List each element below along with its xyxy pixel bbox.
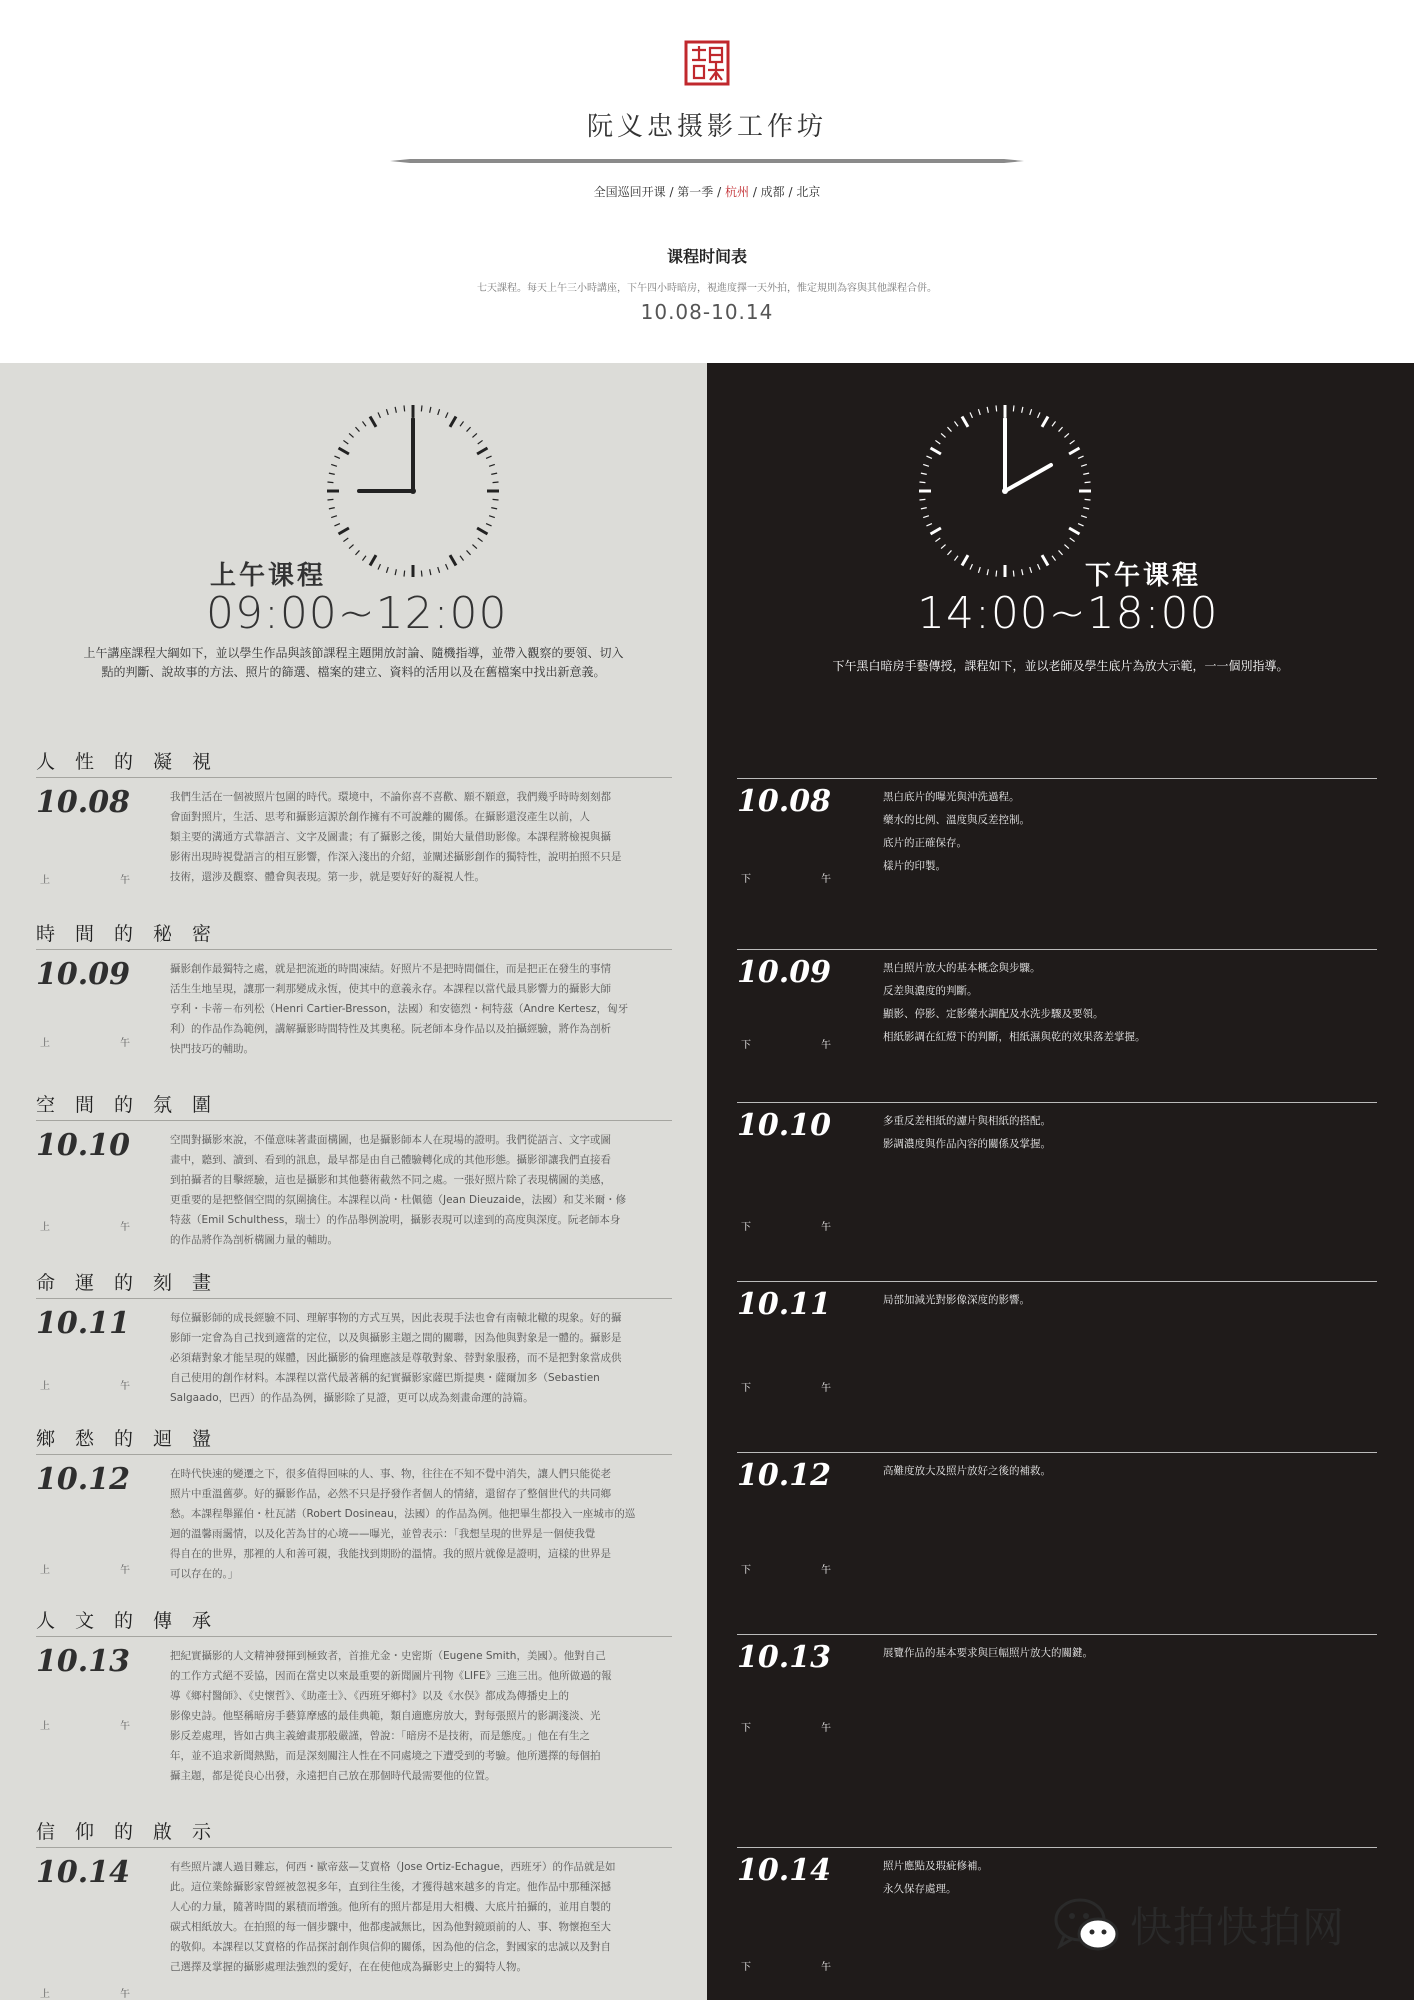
session-date: 10.08 [737,784,831,819]
session-body-line: 會面對照片，生活、思考和攝影這源於創作擁有不可說離的關係。在攝影還沒產生以前，人 [170,811,590,823]
session-body-line: 年，並不追求新聞熱點，而是深刻關注人性在不同處境之下遭受到的考驗。他所選擇的每個拍 [170,1750,601,1762]
session-period [741,1379,831,1394]
session-date: 10.13 [36,1644,130,1679]
session-body-line: 顯影、停影、定影藥水調配及水洗步驟及要領。 [883,1008,1104,1020]
session-period [40,1985,130,2000]
session-body-line: 樣片的印製。 [883,860,946,872]
session-divider [737,949,1377,950]
session-body-line: 展覽作品的基本要求與巨幅照片放大的關鍵。 [883,1647,1093,1659]
session-title: 鄉愁的迴盪 [36,1428,232,1450]
watermark-text: 快拍快拍网 [1130,1903,1346,1952]
morning-title: 上午课程 [210,561,327,591]
session-period [741,1561,831,1576]
session-title: 人性的凝視 [36,751,232,773]
session-divider [737,1634,1377,1635]
session-body-line: 每位攝影師的成長經驗不同、理解事物的方式互異，因此表現手法也會有南轅北轍的現象。好的攝 [170,1312,622,1324]
session-title: 空間的氛圍 [36,1094,232,1116]
period-char: 午 [120,1565,130,1576]
session-body-line: 更重要的是把整個空間的氛圍擒住。本課程以尚・杜佩德（Jean Dieuzaide，法國）和艾米爾・修 [170,1194,627,1206]
session-body-line: 影師一定會為自己找到適當的定位，以及與攝影主題之間的關聯，因為他與對象是一體的。攝影是 [170,1332,622,1344]
session-divider [737,1281,1377,1282]
period-char: 午 [120,1222,130,1233]
period-char: 午 [821,1723,831,1734]
session-body-line: 影術出現時視覺語言的相互影響，作深入淺出的介紹，並闡述攝影創作的獨特性，說明拍照不只是 [170,851,622,863]
session-date: 10.13 [737,1640,831,1675]
session-body [883,1289,1373,1312]
session-title: 人文的傳承 [36,1610,232,1632]
session-body-line: 此。這位業餘攝影家曾經被忽視多年，直到往生後，才獲得越來越多的肯定。他作品中那種深撼 [170,1881,611,1893]
session-body-line: 高難度放大及照片放好之後的補救。 [883,1465,1051,1477]
session-body-line: 特茲（Emil Schulthess，瑞士）的作品舉例說明，攝影表現可以達到的高度與深度。阮老師本身 [170,1214,621,1226]
session-body-line: 的作品將作為剖析構圖力量的輔助。 [170,1234,338,1246]
session-divider [36,1298,672,1299]
session-period [741,870,831,885]
morning-panel [0,363,707,2000]
session-body-line: 空間對攝影來說，不僅意味著畫面構圖，也是攝影師本人在現場的證明。我們從語言、文字或圖 [170,1134,611,1146]
clock-two-icon [917,403,1093,579]
wechat-icon [1052,1894,1122,1956]
session-divider [737,1452,1377,1453]
period-char: 上 [40,1038,50,1049]
session-date: 10.10 [737,1108,831,1143]
period-char: 午 [821,1222,831,1233]
clock-nine-icon [325,403,501,579]
session-date: 10.12 [36,1462,130,1497]
session-period [40,1218,130,1233]
session-period [741,1958,831,1973]
period-char: 下 [741,1565,751,1576]
period-char: 上 [40,1989,50,2000]
title-divider [390,156,1024,166]
session-body-line: 相紙影調在紅燈下的判斷，相紙濕與乾的效果落差掌握。 [883,1031,1146,1043]
period-char: 下 [741,1383,751,1394]
session-body-line: 的敬仰。本課程以艾賣格的作品探討創作與信仰的關係，因為他的信念，對國家的忠誠以及對自 [170,1941,611,1953]
period-char: 午 [821,1383,831,1394]
session-body-line: 底片的正確保存。 [883,837,967,849]
session-body-line: Salgaado，巴西）的作品為例，攝影除了見證，更可以成為刻畫命運的詩篇。 [170,1392,534,1404]
session-title: 命運的刻畫 [36,1272,232,1294]
session-body-line: 攝主題，都是從良心出發，永遠把自己放在那個時代最需要他的位置。 [170,1770,496,1782]
session-date: 10.10 [36,1128,130,1163]
session-divider [737,1847,1377,1848]
session-period [40,1377,130,1392]
session-body-line: 得自在的世界，那裡的人和善可親，我能找到期盼的溫情。我的照片就像是證明，這樣的世界是 [170,1548,611,1560]
period-char: 午 [120,1721,130,1732]
session-date: 10.12 [737,1458,831,1493]
session-body-line: 影像史詩。他堅稱暗房手藝算摩感的最佳典範，類自適應房放大，對每張照片的影調淺淡、光 [170,1710,601,1722]
afternoon-time: 14:00~18:00 [917,588,1219,639]
period-char: 午 [120,1989,130,2000]
session-body-line: 永久保存處理。 [883,1883,957,1895]
afternoon-title: 下午课程 [1085,561,1202,591]
session-body-line: 有些照片讓人過目難忘，何西・歐帝茲—艾賣格（Jose Ortiz-Echague，西班牙）的作品就是如 [170,1861,616,1873]
session-body-line: 把紀實攝影的人文精神發揮到極致者，首推尤金・史密斯（Eugene Smith，美國）。他對自己 [170,1650,606,1662]
period-char: 下 [741,1222,751,1233]
session-body-line: 活生生地呈現，讓那一剎那變成永恆，使其中的意義永存。本課程以當代最具影響力的攝影大師 [170,983,611,995]
session-body-line: 類主要的溝通方式靠語言、文字及圖畫；有了攝影之後，開始大量借助影像。本課程將檢視與攝 [170,831,611,843]
session-body [883,1642,1373,1665]
schedule-date-range: 10.08-10.14 [640,300,774,324]
session-period [40,1561,130,1576]
session-period [741,1719,831,1734]
period-char: 上 [40,875,50,886]
session-date: 10.11 [737,1287,831,1322]
session-body-line: 的工作方式絕不妥協，因而在當史以來最重要的新聞圖片刊物《LIFE》三進三出。他所做過的報 [170,1670,612,1682]
session-body-line: 技術，還涉及觀察、體會與表現。第一步，就是要好好的凝視人性。 [170,871,485,883]
period-char: 上 [40,1565,50,1576]
session-body-line: 亨利・卡蒂－布列松（Henri Cartier-Bresson，法國）和安德烈・柯特茲（Andre Kertesz，匈牙 [170,1003,629,1015]
session-body-line: 影調濃度與作品內容的關係及掌握。 [883,1138,1051,1150]
period-char: 午 [821,874,831,885]
period-char: 午 [120,1381,130,1392]
period-char: 下 [741,1040,751,1051]
session-body-line: 到拍攝者的目擊經驗，這也是攝影和其他藝術截然不同之處。一張好照片除了表現構圖的美感， [170,1174,611,1186]
header [0,0,1414,363]
session-body-line: 畫中，聽到、讀到、看到的訊息，最早都是由自己體驗轉化成的其他形態。攝影卻讓我們直接看 [170,1154,611,1166]
session-body-line: 局部加減光對影像深度的影響。 [883,1294,1030,1306]
session-body-line: 利）的作品作為範例，講解攝影時間特性及其奧秘。阮老師本身作品以及拍攝經驗，將作為剖析 [170,1023,611,1035]
session-body-line: 黑白底片的曝光與沖洗過程。 [883,791,1020,803]
session-divider [36,949,672,950]
session-period [40,1717,130,1732]
session-body [170,787,670,887]
watermark [1052,1890,1392,1960]
period-char: 下 [741,1723,751,1734]
city-highlight: 杭州 [724,185,749,199]
session-body [170,1130,670,1250]
session-body [170,1857,670,1977]
city-line [0,183,1414,200]
session-divider [36,1120,672,1121]
session-divider [36,1636,672,1637]
session-body [170,1308,670,1408]
session-date: 10.09 [737,955,831,990]
schedule-title: 课程时间表 [666,247,747,266]
period-char: 上 [40,1721,50,1732]
morning-description-line: 上午講座課程大綱如下，並以學生作品與該節課程主題開放討論、隨機指導，並帶入觀察的要領、切入 [83,646,624,660]
session-divider [737,778,1377,779]
session-body [883,957,1373,1049]
session-body [170,1464,670,1584]
period-char: 午 [120,1038,130,1049]
afternoon-description: 下午黑白暗房手藝傳授，課程如下，並以老師及學生底片為放大示範，一一個別指導。 [832,659,1289,673]
session-body-line: 碳式相紙放大。在拍照的每一個步驟中，他都虔誠無比，因為他對鏡頭前的人、事、物懷抱至大 [170,1921,611,1933]
session-date: 10.11 [36,1306,130,1341]
session-body-line: 藥水的比例、溫度與反差控制。 [883,814,1030,826]
period-char: 午 [821,1962,831,1973]
session-body [170,959,670,1059]
session-body-line: 黑白照片放大的基本概念與步驟。 [883,962,1041,974]
morning-description-line: 點的判斷、說故事的方法、照片的篩選、檔案的建立、資料的活用以及在舊檔案中找出新意義。 [101,665,606,679]
session-body-line: 愁。本課程舉羅伯・杜瓦諾（Robert Dosineau，法國）的作品為例。他把畢生都投入一座城市的巡 [170,1508,636,1520]
session-date: 10.08 [36,785,130,820]
session-title: 信仰的啟示 [36,1821,232,1843]
seal-logo-icon [684,40,730,86]
session-period [741,1036,831,1051]
session-body-line: 照片中重溫舊夢。好的攝影作品，必然不只是抒發作者個人的情緒，還留存了整個世代的共同鄉 [170,1488,611,1500]
schedule-description: 七天課程。每天上午三小時講座，下午四小時暗房，視進度擇一天外拍，惟定規則為容與其他課程合併。 [477,283,937,294]
period-char: 上 [40,1222,50,1233]
session-body-line: 照片應點及瑕疵修補。 [883,1860,988,1872]
session-body-line: 反差與濃度的判斷。 [883,985,978,997]
morning-description [40,644,667,682]
session-period [40,871,130,886]
session-body-line: 在時代快速的變遷之下，很多值得回味的人、事、物，往往在不知不覺中消失，讓人們只能從老 [170,1468,611,1480]
page-title: 阮义忠摄影工作坊 [586,112,827,142]
session-date: 10.14 [36,1855,130,1890]
afternoon-panel [707,363,1414,2000]
session-body-line: 攝影創作最獨特之處，就是把流逝的時間凍結。好照片不是把時間僵住，而是把正在發生的事情 [170,963,611,975]
session-body-line: 必須藉對象才能呈現的媒體，因此攝影的倫理應該是尊敬對象、替對象服務，而不是把對象當成供 [170,1352,622,1364]
city-prefix: 全国巡回开课 / 第一季 / [593,185,722,199]
session-body-line: 導《鄉村醫師》、《史懷哲》、《助產士》、《西班牙鄉村》以及《水俣》都成為傳播史上的 [170,1690,569,1702]
session-body-line: 我們生活在一個被照片包圍的時代。環境中，不論你喜不喜歡、願不願意，我們幾乎時時刻刻都 [170,791,611,803]
period-char: 午 [821,1565,831,1576]
session-divider [36,1454,672,1455]
period-char: 下 [741,874,751,885]
city-suffix: / 成都 / 北京 [752,185,821,199]
session-body-line: 自己使用的創作材料。本課程以當代最著稱的紀實攝影家薩巴斯提奧・薩爾加多（Sebastien [170,1372,600,1384]
session-body-line: 影反差處理，皆如古典主義繪畫那般嚴謹，曾說：「暗房不是技術，而是態度。」他在有生之 [170,1730,590,1742]
session-body [170,1646,670,1786]
morning-time: 09:00~12:00 [206,588,508,639]
period-char: 下 [741,1962,751,1973]
session-period [40,1034,130,1049]
session-body [883,1460,1373,1483]
session-title: 時間的秘密 [36,923,232,945]
session-divider [737,1102,1377,1103]
session-body-line: 快門技巧的輔助。 [170,1043,254,1055]
session-date: 10.09 [36,957,130,992]
period-char: 午 [120,875,130,886]
session-divider [36,1847,672,1848]
session-body-line: 可以存在的。」 [170,1568,239,1580]
session-body-line: 迴的溫馨雨靄情，以及化苦為甘的心境——曝光，並曾表示：「我想呈現的世界是一個使我覺 [170,1528,596,1540]
session-body-line: 多重反差相紙的濾片與相紙的搭配。 [883,1115,1051,1127]
session-date: 10.14 [737,1853,831,1888]
session-body [883,1110,1373,1156]
period-char: 上 [40,1381,50,1392]
period-char: 午 [821,1040,831,1051]
session-divider [36,777,672,778]
session-body-line: 人心的力量，隨著時間的累積而增強。他所有的照片都是用大相機、大底片拍攝的，並用自製的 [170,1901,611,1913]
session-body [883,786,1373,878]
session-period [741,1218,831,1233]
session-body-line: 己選擇及掌握的攝影處理法強烈的愛好，在在使他成為攝影史上的獨特人物。 [170,1961,527,1973]
